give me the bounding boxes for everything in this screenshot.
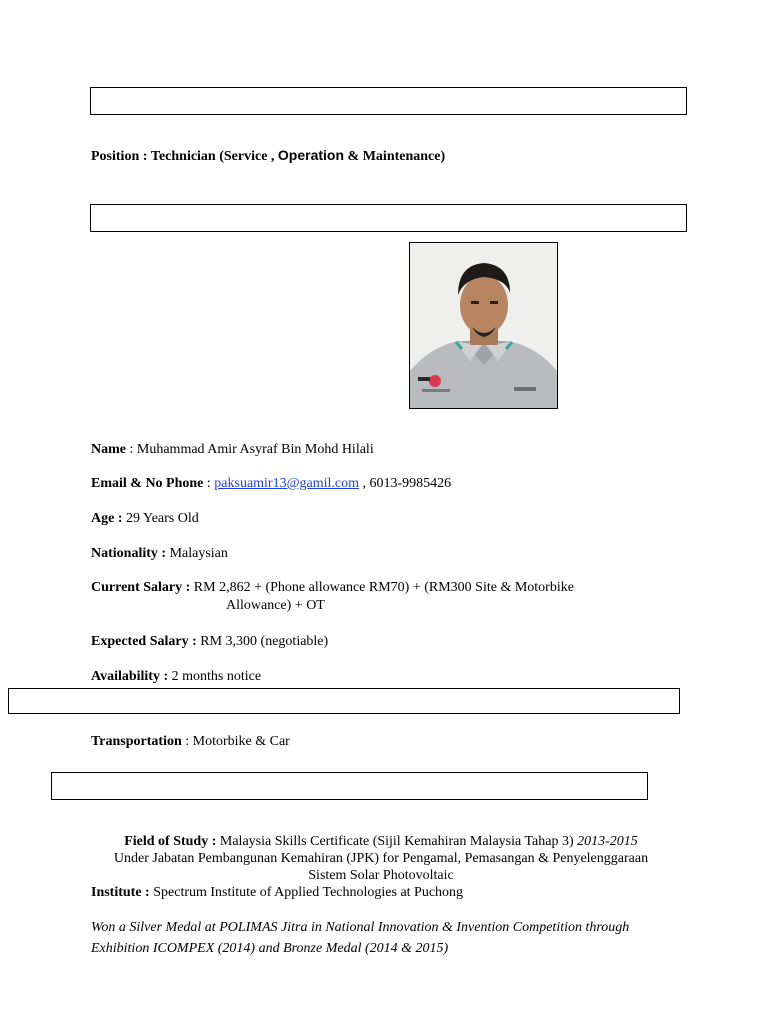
position-part2: Operation [277, 147, 345, 163]
transportation-line [91, 733, 290, 750]
position-part1: Technician (Service , [150, 149, 275, 164]
name-label: Name [91, 442, 126, 457]
field-of-study-years: 2013-2015 [577, 834, 638, 849]
field-of-study-line-3 [91, 867, 671, 884]
profile-photo-image [410, 243, 557, 408]
expected-salary-label: Expected Salary : [91, 634, 197, 649]
field-of-study-value: Malaysia Skills Certificate (Sijil Kemahiran Malaysia Tahap 3) [219, 834, 574, 849]
position-line [91, 147, 445, 165]
section-header-box-3 [8, 688, 680, 714]
section-header-box-4 [51, 772, 648, 800]
contact-line [91, 475, 451, 492]
field-of-study-detail: Under Jabatan Pembangunan Kemahiran (JPK) for Pengamal, Pemasangan & Penyelenggaraan [113, 851, 649, 866]
age-value: 29 Years Old [126, 511, 199, 526]
institute-line [91, 884, 463, 901]
profile-photo [409, 242, 558, 409]
availability-label: Availability : [91, 669, 169, 684]
award-line-2: Exhibition ICOMPEX (2014) and Bronze Medal (2014 & 2015) [91, 941, 449, 956]
field-of-study-line [91, 833, 671, 850]
nationality-label: Nationality : [91, 546, 167, 561]
age-line [91, 510, 199, 527]
transportation-value: : Motorbike & Car [185, 734, 290, 749]
current-salary-value: RM 2,862 + (Phone allowance RM70) + (RM300 Site & Motorbike [193, 580, 574, 595]
email-link[interactable]: paksuamir13@gamil.com [214, 476, 359, 491]
nationality-value: Malaysian [169, 546, 228, 561]
institute-value: Spectrum Institute of Applied Technologies at Puchong [153, 885, 464, 900]
field-of-study-line-2 [91, 850, 671, 867]
nationality-line [91, 545, 228, 562]
contact-separator: : [206, 476, 211, 491]
position-part3: & Maintenance) [347, 149, 446, 164]
expected-salary-value: RM 3,300 (negotiable) [200, 634, 329, 649]
contact-label: Email & No Phone [91, 476, 204, 491]
age-label: Age : [91, 511, 123, 526]
transportation-label: Transportation [91, 734, 182, 749]
current-salary-line [91, 579, 574, 596]
section-header-box-2 [90, 204, 687, 232]
name-line [91, 441, 374, 458]
position-label: Position : [91, 149, 148, 164]
name-value: : Muhammad Amir Asyraf Bin Mohd Hilali [129, 442, 374, 457]
phone-value: , 6013-9985426 [362, 476, 452, 491]
expected-salary-line [91, 633, 328, 650]
field-of-study-label: Field of Study : [124, 834, 217, 849]
availability-line [91, 668, 261, 685]
field-of-study-detail-2: Sistem Solar Photovoltaic [308, 868, 454, 883]
availability-value: 2 months notice [171, 669, 262, 684]
current-salary-line-2 [226, 597, 325, 614]
award-line-1: Won a Silver Medal at POLIMAS Jitra in National Innovation & Invention Competition through [91, 920, 630, 935]
current-salary-value-2: Allowance) + OT [226, 598, 325, 613]
section-header-box-1 [90, 87, 687, 115]
current-salary-label: Current Salary : [91, 580, 191, 595]
institute-label: Institute : [91, 885, 150, 900]
